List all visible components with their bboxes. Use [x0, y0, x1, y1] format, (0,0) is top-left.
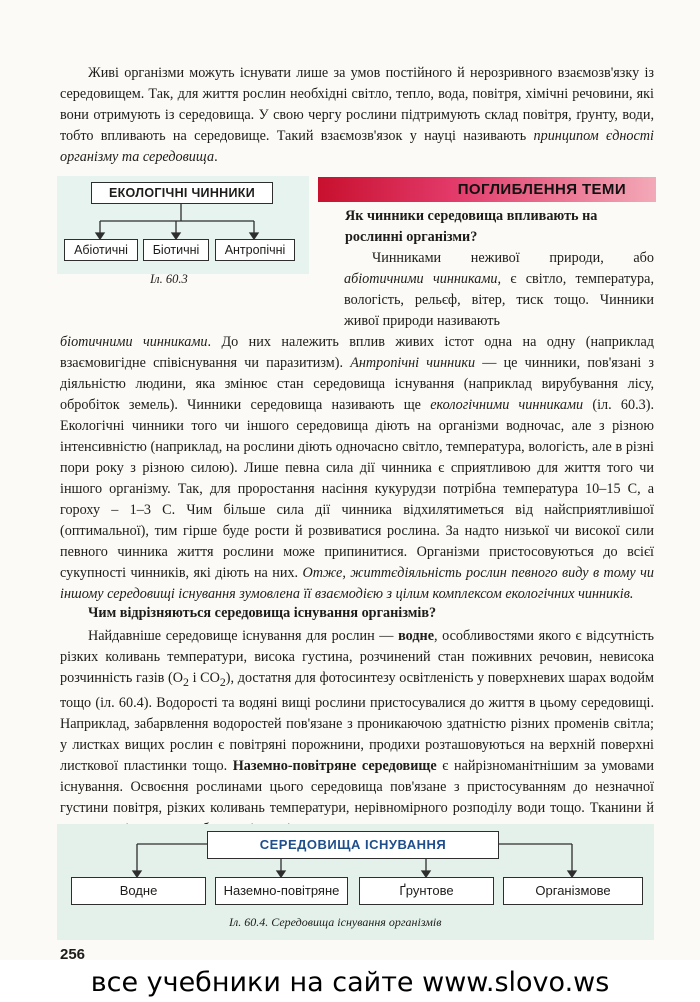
- ecological-factors-box: ЕКОЛОГІЧНІ ЧИННИКИ: [91, 182, 273, 204]
- footer-banner: все учебники на сайте www.slovo.ws: [0, 963, 700, 1002]
- figure-60-3-caption: Іл. 60.3: [150, 272, 188, 286]
- deepening-banner: ПОГЛИБЛЕННЯ ТЕМИ: [318, 177, 656, 202]
- section2-body: Найдавніше середовище існування для рослин — водне, особливостями якого є відсутність різких коливань температури, висока густина, розчинений стан поживних речовин, невисока розчинність газів ($O_2$ і $CO_2$), достатня для фотосинтезу освітленість у поверхневих шарах водойм тощо (іл. 60.4). Водорості та водяні вищі рослини пристосувалися до життя в цьому середовищі. Наприклад, забарвлення водоростей пов'язане з проникаючою здатністю різних променів світла; у листках вищих рослин є повітряні порожнини, продихи розташовуються на верхній поверхні листкової пластинки тощо. Наземно-повітряне середовище є найрізноманітнішим за умовами існування. Освоєння рослинами цього середовища пов'язане з пристосуванням до незначної густини повітря, різких коливань температури, нерівномірного розподілу води тощо. Тканини й: [60, 628, 654, 816]
- page-number: 256: [60, 946, 86, 963]
- abiotic-box: Абіотичні: [64, 239, 138, 261]
- habitats-diagram: [57, 824, 654, 940]
- intro-paragraph: Живі організми можуть існувати лише за умов постійного й нерозривного взаємозв'язку із середовищем. Так, для життя рослин необхідні світло, тепло, вода, повітря, хімічні речовини, які вони отримують із середовища. У свою чергу рослини підтримують склад повітря, ґрунту, води, тобто впливають на середовище. Такий взаємозв'язок у науці називають принципом єдності організму та середовища.: [60, 65, 654, 165]
- terrestrial-air-box: Наземно-повітряне: [215, 877, 348, 905]
- section1-body: Чинниками неживої природи, або абіотичними чинниками, є світло, температура, вологість, рельєф, вітер, тиск тощо. Чинники живої природи називають біотичними чинниками. До них належить вплив живих істот одна на одну (наприклад взаємовигідне співіснування чи паразитизм). Антропічні чинники — це чинники, пов'язані з діяльністю людини, яка змінює стан середовища існування (наприклад вирубування лісу, обробіток земель). Чинники середовища називають ще екологічними чинниками (іл. 60.3). Екологічні чинники того чи іншого середовища діють на організми водночас, але з різною інтенсивністю (наприклад, на рослини діють одночасно світло, температура, вологість, але в різні пори року з різною силою). Лише певна сила дії чинника є сприятливою для життя того чи іншого організму. Так, для проростання насіння кукурудзи потрібна температура 10–15 С, а гороху – 1–3 С. Чим більше сила дії чинника відхилятиметься від найсприятливішої (оптимальної), тим гірше буде рости й розвиватися рослина. За надто низької чи високої сили певного чинника життя рослини може припинитися. Організми пристосовуються до всієї сукупності чинників, які діють на них. Отже, життєдіяльність рослин певного виду в тому чи іншому середовищі існування зумовлена її взаємодією з цілим комплексом екологічних чинників.: [60, 250, 654, 602]
- aquatic-box: Водне: [71, 877, 206, 905]
- habitats-title-box: СЕРЕДОВИЩА ІСНУВАННЯ: [207, 831, 499, 859]
- figure-60-4-caption: Іл. 60.4. Середовища існування організмів: [229, 915, 442, 929]
- organismal-box: Організмове: [503, 877, 643, 905]
- section2-heading: Чим відрізняються середовища існування організмів?: [88, 605, 437, 621]
- anthropic-box: Антропічні: [215, 239, 295, 261]
- biotic-box: Біотичні: [143, 239, 209, 261]
- section1-first-sentence: Чинниками неживої природи, або абіотичними чинниками, є світло, температура, вологість, рельєф, вітер, тиск тощо. Чинники живої природи називають: [344, 250, 654, 329]
- soil-box: Ґрунтове: [359, 877, 494, 905]
- section1-heading: Як чинники середовища впливають на рослинні організми?: [345, 208, 598, 245]
